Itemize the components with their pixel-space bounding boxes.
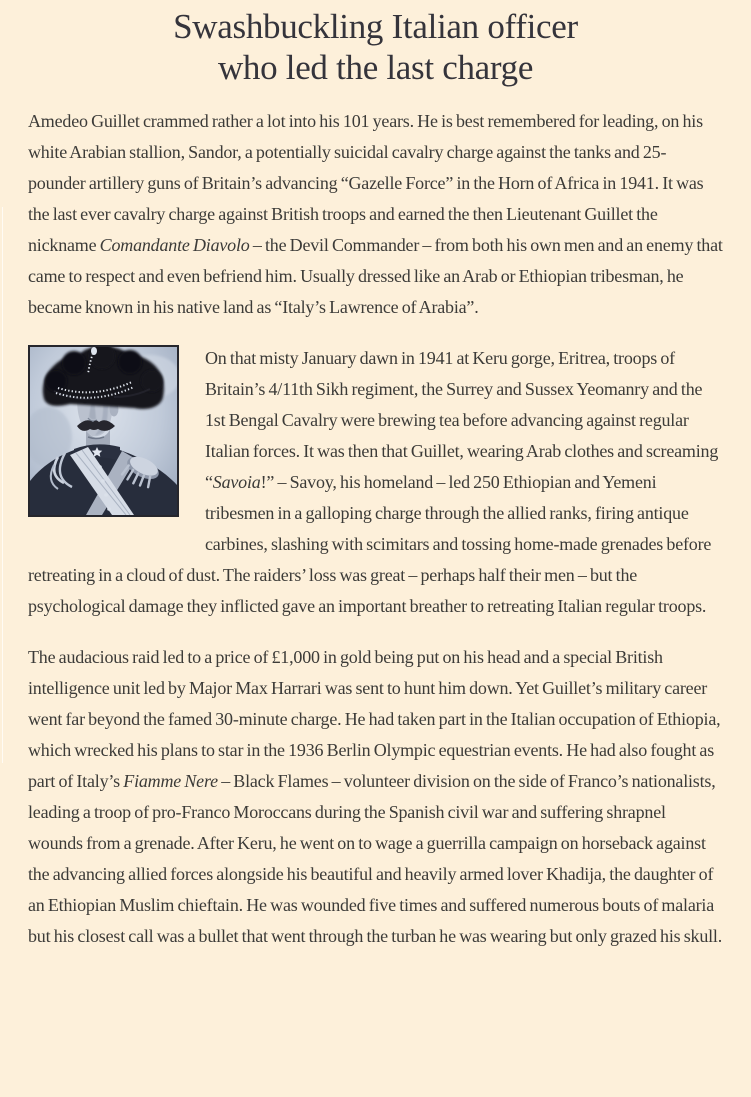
text-segment: – Black Flames – volunteer division on the side of Franco’s nationalists, leading a troop of pro-Franco Moroccans during the Spanish civil war and suffering shrapnel wounds from a grenade. After Keru, he went on to wage a guerrilla campaign on horseback against the advancing allied forces alongside his beautiful and heavily armed lover Khadija, the daughter of an Ethiopian Muslim chieftain. He was wounded five times and suffered numerous bouts of malaria but his closest call was a bullet that went through the turban he was wearing but only grazed his skull. [28,771,723,946]
text-segment: On that misty January dawn in 1941 at Keru gorge, Eritrea, troops of Britain’s 4/11th Sikh regiment, the Surrey and Sussex Yeomanry and the 1st Bengal Cavalry were brewing tea before advancing against regular Italian forces. It was then that Guillet, wearing Arab clothes and screaming “ [205,348,719,492]
article-body [28,106,723,952]
text-segment: !” – Savoy, his homeland – led 250 Ethiopian and Yemeni tribesmen in a galloping charge through the allied ranks, firing antique carbines, slashing with scimitars and tossing home-made grenades before retreating in a cloud of dust. The raiders’ loss was great – perhaps half their men – but the psychological damage they inflicted gave an important breather to retreating Italian regular troops. [28,472,712,616]
article-title-line1: Swashbuckling Italian officer [173,7,578,46]
text-segment: Amedeo Guillet crammed rather a lot into his 101 years. He is best remembered for leading, on his white Arabian stallion, Sandor, a potentially suicidal cavalry charge against the tanks and 25-pounder artillery guns of Britain’s advancing “Gazelle Force” in the Horn of Africa in 1941. It was the last ever cavalry charge against British troops and earned the then Lieutenant Guillet the nickname [28,111,704,255]
article-title-line2: who led the last charge [217,48,534,87]
article-paragraph [28,642,723,952]
button [107,507,111,511]
text-segment: – the Devil Commander – from both his own men and an enemy that came to respect and even befriend him. Usually dressed like an Arab or Ethiopian tribesman, he became known in his native land as “Italy’s Lawrence of Arabia”. [28,235,723,317]
button [104,493,108,497]
hat-plume-socket [91,347,97,355]
button [101,479,105,483]
text-segment: The audacious raid led to a price of £1,000 in gold being put on his head and a special British intelligence unit led by Major Max Harrari was sent to hunt him down. Yet Guillet’s military career went far beyond the famed 30-minute charge. He had taken part in the Italian occupation of Ethiopia, which wrecked his plans to star in the 1936 Berlin Olympic equestrian events. He had also fought as part of Italy’s [28,647,721,791]
portrait-photo-illustration [30,347,177,515]
mustache [77,420,115,431]
button [98,465,102,469]
page-edge-artifact [2,207,3,763]
italic-phrase: Fiamme Nere [123,771,218,791]
article-paragraph [28,343,723,622]
italic-phrase: Comandante Diavolo [99,235,250,255]
article-title [28,6,723,88]
article-paragraph [28,106,723,323]
italic-phrase: Savoia [212,472,261,492]
portrait-photo [28,345,179,517]
